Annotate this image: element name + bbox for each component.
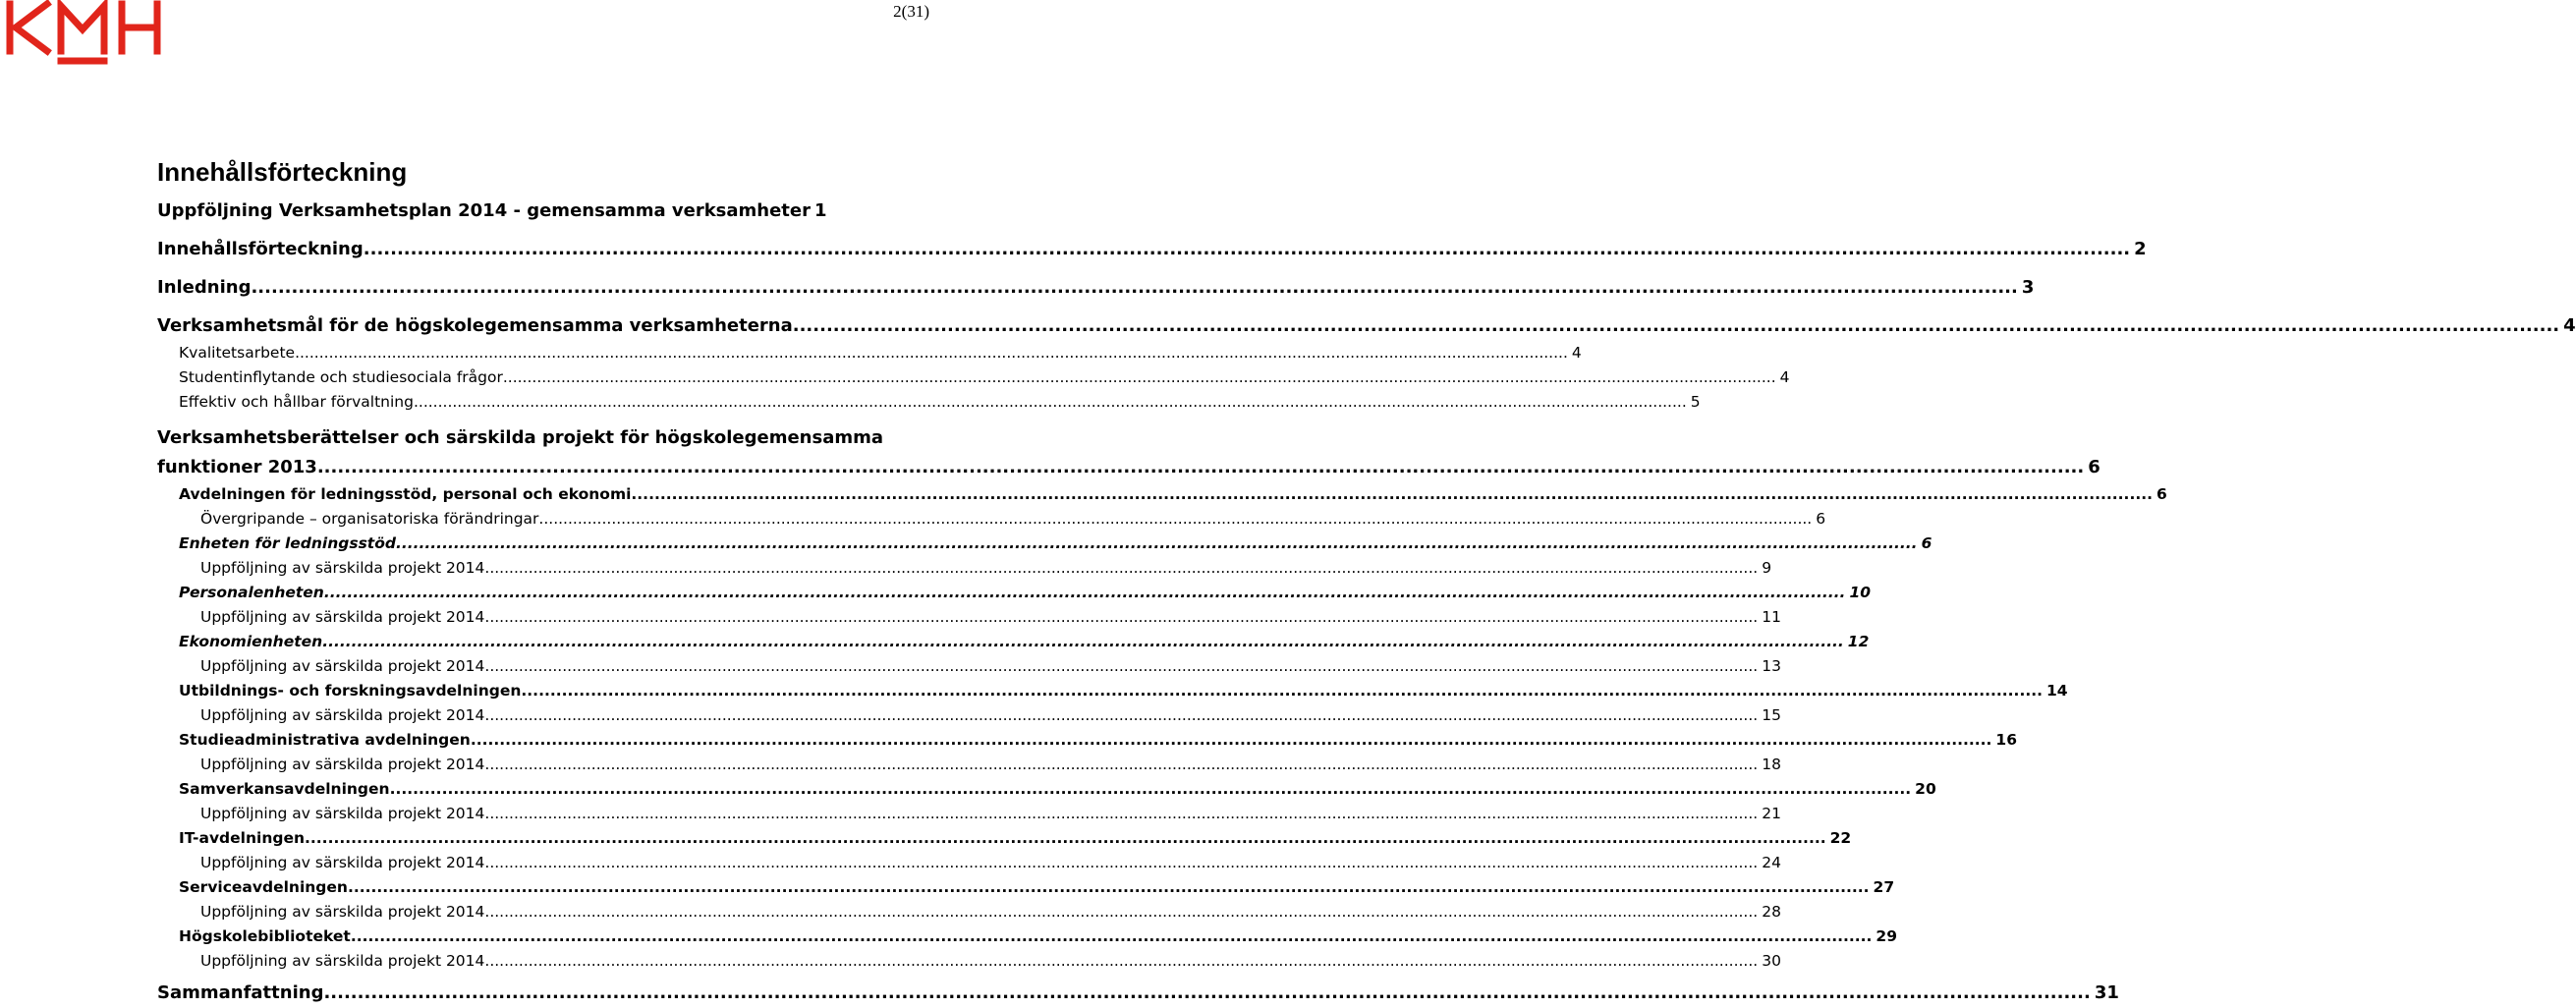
toc-leader (538, 507, 1812, 532)
toc-entry-label: Innehållsförteckning (157, 239, 364, 259)
toc-entry-page: 28 (1762, 903, 1781, 921)
toc-leader (793, 311, 2559, 341)
toc-entry-label: IT-avdelningen (179, 829, 306, 847)
toc-leader (323, 979, 2090, 1008)
toc-entry-label: Uppföljning av särskilda projekt 2014 (200, 805, 485, 822)
toc-entry[interactable] (157, 851, 1781, 875)
toc-leader (414, 390, 1687, 415)
toc-entry-label: Utbildnings- och forskningsavdelningen (179, 682, 522, 700)
toc-entry-page: 6 (2088, 457, 2100, 477)
toc-entry[interactable] (157, 654, 1781, 679)
toc-leader (390, 777, 1912, 802)
toc-entry-label: Studentinflytande och studiesociala frågor (179, 368, 503, 386)
toc-leader (484, 949, 1758, 974)
toc-leader (484, 703, 1758, 728)
toc-entry[interactable] (157, 341, 1582, 365)
toc-leader (484, 605, 1758, 630)
toc-leader (317, 453, 2084, 482)
toc-leader (348, 875, 1870, 900)
toc-entry[interactable] (157, 900, 1781, 924)
toc-entry-page: 2 (2134, 239, 2147, 259)
toc-entry-label: Uppföljning av särskilda projekt 2014 (200, 608, 485, 626)
toc-leader (251, 273, 2017, 303)
toc-entry[interactable] (157, 979, 2119, 1008)
toc-entry[interactable] (157, 507, 1826, 532)
toc-leader (521, 679, 2043, 703)
toc-entry[interactable] (157, 390, 1701, 415)
toc-entry-label: Uppföljning av särskilda projekt 2014 (200, 854, 485, 871)
toc-title: Innehållsförteckning (157, 157, 408, 187)
toc-entry[interactable] (157, 802, 1781, 826)
toc-entry[interactable] (157, 753, 1781, 777)
toc-entry-label: Inledning (157, 277, 252, 298)
toc-entry-page: 9 (1762, 559, 1772, 577)
kmh-logo (4, 0, 163, 65)
toc-leader (484, 851, 1758, 875)
toc-entry-label: Sammanfattning (157, 982, 324, 1003)
toc-entry-page: 6 (1921, 534, 1932, 552)
toc-entry-page: 15 (1762, 706, 1781, 724)
toc-entry-page: 18 (1762, 756, 1781, 773)
toc-entry-page: 11 (1762, 608, 1781, 626)
toc-entry-page: 6 (2156, 485, 2167, 503)
toc-entry[interactable] (157, 703, 1781, 728)
toc-entry-page: 24 (1762, 854, 1781, 871)
toc-entry[interactable] (157, 235, 2147, 264)
toc-entry[interactable] (157, 728, 2017, 753)
toc-entry[interactable] (157, 365, 1790, 390)
toc-entry-label: Studieadministrativa avdelningen (179, 731, 471, 749)
toc-entry-page: 20 (1915, 780, 1936, 798)
toc-entry[interactable] (157, 679, 2068, 703)
toc-entry-page: 4 (1571, 344, 1582, 362)
toc-entry-page: 30 (1762, 952, 1781, 970)
toc-entry-label: Uppföljning av särskilda projekt 2014 (200, 952, 485, 970)
toc-entry[interactable] (157, 630, 1870, 654)
toc-entry[interactable] (157, 196, 827, 226)
toc-entry-page: 16 (1995, 731, 2017, 749)
toc-leader (471, 728, 1992, 753)
toc-leader (484, 753, 1758, 777)
toc-entry[interactable] (157, 875, 1895, 900)
toc-leader (484, 654, 1758, 679)
toc-entry-label: Uppföljning av särskilda projekt 2014 (200, 657, 485, 675)
toc-entry-page: 13 (1762, 657, 1781, 675)
toc-entry-label: Uppföljning Verksamhetsplan 2014 - gemensamma verksamheter (157, 200, 811, 221)
toc-entry-label: Uppföljning av särskilda projekt 2014 (200, 756, 485, 773)
toc-leader (484, 556, 1758, 581)
table-of-contents (157, 196, 2576, 974)
toc-entry-label: Verksamhetsberättelser och särskilda projekt för högskolegemensamma (157, 427, 883, 448)
toc-entry-label: Kvalitetsarbete (179, 344, 296, 362)
toc-entry-page: 3 (2021, 277, 2035, 298)
toc-leader (396, 532, 1918, 556)
toc-entry-label-continued: funktioner 2013 (157, 457, 317, 477)
toc-entry[interactable] (157, 532, 1932, 556)
toc-leader (484, 802, 1758, 826)
toc-leader (503, 365, 1776, 390)
toc-entry-page: 4 (2563, 315, 2576, 336)
toc-entry-page: 14 (2046, 682, 2068, 700)
toc-entry[interactable] (157, 311, 2576, 341)
toc-leader (631, 482, 2153, 507)
toc-entry-page: 12 (1847, 633, 1870, 650)
toc-entry-label: Avdelningen för ledningsstöd, personal och ekonomi (179, 485, 632, 503)
toc-entry-page: 21 (1762, 805, 1781, 822)
toc-entry[interactable] (157, 581, 1872, 605)
toc-entry-label: Serviceavdelningen (179, 878, 348, 896)
toc-entry-label: Personalenheten (179, 584, 324, 601)
toc-entry-label: Uppföljning av särskilda projekt 2014 (200, 706, 485, 724)
toc-leader (484, 900, 1758, 924)
toc-leader (351, 924, 1873, 949)
toc-leader (295, 341, 1568, 365)
toc-entry-page: 5 (1690, 393, 1701, 411)
toc-entry[interactable] (157, 826, 1852, 851)
toc-leader (322, 630, 1844, 654)
toc-leader (324, 581, 1846, 605)
toc-entry-label: Effektiv och hållbar förvaltning (179, 393, 414, 411)
toc-entry-label: Samverkansavdelningen (179, 780, 390, 798)
toc-entry-page: 22 (1829, 829, 1852, 847)
toc-entry-page: 31 (2094, 982, 2119, 1003)
toc-entry-page: 6 (1816, 510, 1826, 528)
toc-entry-label: Uppföljning av särskilda projekt 2014 (200, 559, 485, 577)
toc-entry-label: Ekonomienheten (179, 633, 323, 650)
toc-entry[interactable] (157, 423, 2100, 482)
toc-entry-page: 4 (1779, 368, 1790, 386)
toc-entry[interactable] (157, 949, 1781, 974)
page-number: 2(31) (893, 2, 929, 21)
toc-entry[interactable] (157, 482, 2167, 507)
toc-entry-page: 27 (1873, 878, 1895, 896)
toc-entry-page: 10 (1849, 584, 1872, 601)
toc-entry-label: Verksamhetsmål för de högskolegemensamma verksamheterna (157, 315, 793, 336)
toc-entry-page: 1 (814, 200, 827, 221)
toc-leader (305, 826, 1826, 851)
toc-entry[interactable] (157, 924, 1897, 949)
toc-leader (364, 235, 2130, 264)
toc-entry[interactable] (157, 605, 1781, 630)
toc-entry-page: 29 (1876, 927, 1897, 945)
toc-entry-label: Övergripande – organisatoriska förändringar (200, 510, 539, 528)
toc-entry[interactable] (157, 556, 1772, 581)
toc-entry[interactable] (157, 273, 2035, 303)
toc-entry-label: Uppföljning av särskilda projekt 2014 (200, 903, 485, 921)
toc-entry-label: Högskolebiblioteket (179, 927, 351, 945)
toc-entry-label: Enheten för ledningsstöd (179, 534, 396, 552)
toc-entry[interactable] (157, 777, 1936, 802)
